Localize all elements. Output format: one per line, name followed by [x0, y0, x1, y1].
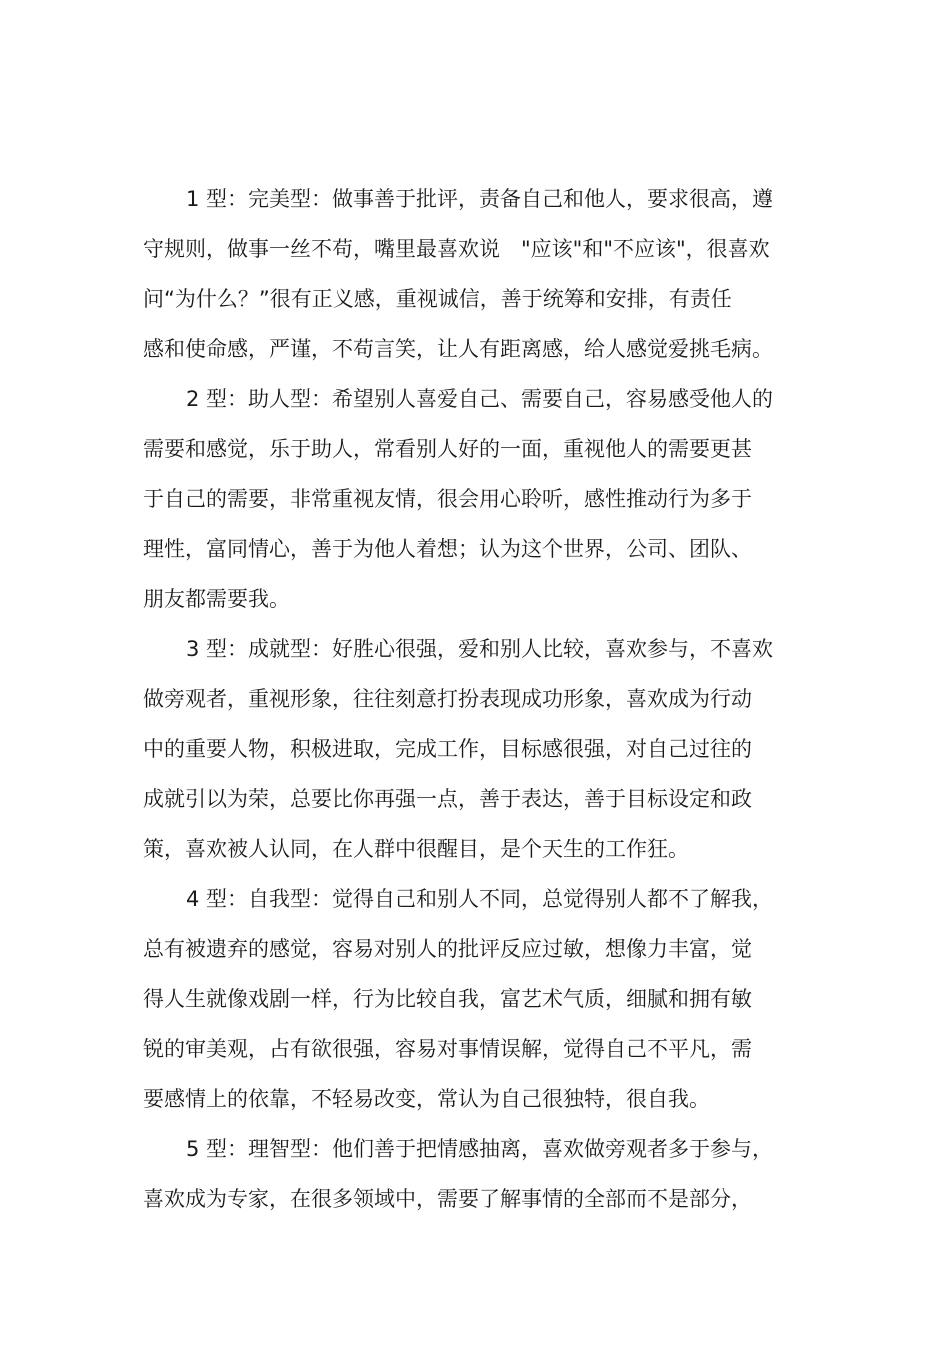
paragraph-4-line-5: 要感情上的依靠，不轻易改变，常认为自己很独特，很自我。 [143, 1087, 710, 1111]
paragraph-4-line-4: 锐的审美观，占有欲很强，容易对事情误解，觉得自己不平凡，需 [143, 1037, 752, 1061]
paragraph-4-line-1: 4 型：自我型：觉得自己和别人不同，总觉得别人都不了解我， [186, 887, 774, 911]
paragraph-4-line-3: 得人生就像戏剧一样，行为比较自我，富艺术气质，细腻和拥有敏 [143, 987, 752, 1011]
paragraph-2-line-2: 需要和感觉，乐于助人，常看别人好的一面，重视他人的需要更甚 [143, 437, 752, 461]
paragraph-1-line-4: 感和使命感，严谨，不苟言笑，让人有距离感，给人感觉爱挑毛病。 [143, 337, 773, 361]
paragraph-2-line-1: 2 型：助人型：希望别人喜爱自己、需要自己，容易感受他人的 [186, 387, 774, 411]
paragraph-2-line-4: 理性，富同情心，善于为他人着想；认为这个世界，公司、团队、 [143, 537, 752, 561]
paragraph-2-line-3: 于自己的需要，非常重视友情，很会用心聆听，感性推动行为多于 [143, 487, 752, 511]
paragraph-1-line-3: 问“为什么？”很有正义感，重视诚信，善于统筹和安排，有责任 [143, 287, 732, 311]
paragraph-3-line-4: 成就引以为荣，总要比你再强一点，善于表达，善于目标设定和政 [143, 787, 752, 811]
paragraph-3-line-2: 做旁观者，重视形象，往往刻意打扮表现成功形象，喜欢成为行动 [143, 687, 752, 711]
paragraph-1-line-1: 1 型：完美型：做事善于批评，责备自己和他人，要求很高，遵 [186, 187, 774, 211]
paragraph-2-line-5: 朋友都需要我。 [143, 587, 290, 611]
paragraph-4-line-2: 总有被遗弃的感觉，容易对别人的批评反应过敏，想像力丰富，觉 [143, 937, 752, 961]
paragraph-3-line-5: 策，喜欢被人认同，在人群中很醒目，是个天生的工作狂。 [143, 837, 689, 861]
paragraph-3-line-1: 3 型：成就型：好胜心很强，爱和别人比较，喜欢参与，不喜欢 [186, 637, 774, 661]
paragraph-5-line-1: 5 型：理智型：他们善于把情感抽离，喜欢做旁观者多于参与， [186, 1137, 774, 1161]
paragraph-3-line-3: 中的重要人物，积极进取，完成工作，目标感很强，对自己过往的 [143, 737, 752, 761]
paragraph-1-line-2: 守规则，做事一丝不苟，嘴里最喜欢说 "应该"和"不应该"，很喜欢 [143, 237, 770, 261]
paragraph-5-line-2: 喜欢成为专家，在很多领域中，需要了解事情的全部而不是部分， [143, 1187, 752, 1211]
